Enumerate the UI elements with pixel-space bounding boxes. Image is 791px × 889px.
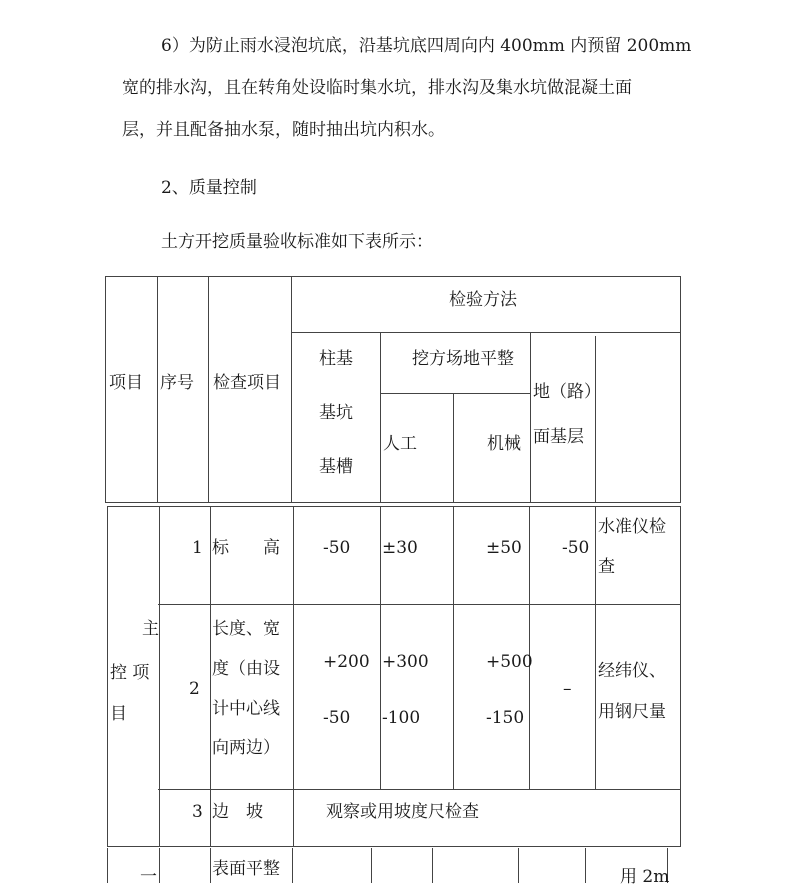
row2-machine: -150 [486, 708, 525, 728]
paragraph-line-1: 6）为防止雨水浸泡坑底，沿基坑底四周向内 400mm 内预留 200mm [161, 36, 692, 56]
row3-seq: 3 [192, 802, 203, 822]
header-pit-line: 柱基 [319, 349, 353, 369]
row2-machine: +500 [486, 652, 533, 672]
table-rule [158, 604, 681, 605]
table-rule [380, 332, 381, 503]
row2-manual: +300 [382, 652, 429, 672]
table-rule [158, 789, 681, 790]
row1-road: -50 [562, 538, 590, 558]
header-pit-line: 基坑 [319, 403, 353, 423]
table-rule [371, 848, 372, 883]
header-manual: 人工 [383, 434, 417, 454]
header-road-line: 面基层 [533, 427, 584, 447]
row1-method: 水准仪检 [598, 517, 666, 537]
row2-method: 经纬仪、 [598, 661, 666, 681]
table-rule [518, 848, 519, 883]
table-rule [680, 276, 681, 503]
table-rule [595, 506, 596, 789]
section-heading: 2、质量控制 [161, 178, 257, 198]
header-seq: 序号 [160, 373, 194, 393]
table-rule [530, 332, 531, 503]
table-rule [210, 506, 211, 846]
table-rule [208, 276, 209, 503]
header-site-group: 挖方场地平整 [412, 349, 514, 369]
header-pit-line: 基槽 [319, 457, 353, 477]
table-rule [107, 848, 108, 883]
table-rule [105, 276, 106, 503]
table-rule [292, 848, 293, 883]
main-control-label: 控 项 [110, 663, 150, 683]
table-rule [157, 276, 158, 503]
partial-row-method: 用 2m [620, 867, 670, 887]
row1-seq: 1 [192, 538, 203, 558]
row1-check-item: 标 高 [212, 538, 280, 558]
table-rule [105, 276, 681, 277]
row1-method: 查 [598, 557, 615, 577]
row3-method: 观察或用坡度尺检查 [326, 802, 479, 822]
main-control-label: 主 [142, 619, 159, 639]
table-rule [529, 506, 530, 789]
table-rule [107, 846, 681, 847]
row2-method: 用钢尺量 [598, 702, 666, 722]
row2-check-item-line: 长度、宽 [212, 619, 280, 639]
row2-road: – [563, 679, 572, 699]
row2-check-item-line: 向两边） [212, 738, 280, 758]
row1-manual: ±30 [382, 538, 418, 558]
header-check-item: 检查项目 [213, 373, 281, 393]
table-rule [210, 848, 211, 883]
row3-check-item: 边 坡 [212, 802, 263, 822]
table-rule [680, 506, 681, 846]
row2-check-item-line: 计中心线 [212, 699, 280, 719]
row2-check-item-line: 度（由设 [212, 659, 280, 679]
table-intro: 土方开挖质量验收标准如下表所示： [161, 232, 433, 252]
table-rule [585, 848, 586, 883]
row2-pit: -50 [323, 708, 351, 728]
table-rule [293, 506, 294, 846]
row2-seq: 2 [189, 679, 200, 699]
main-control-label: 目 [110, 704, 127, 724]
paragraph-line-2: 宽的排水沟，且在转角处设临时集水坑，排水沟及集水坑做混凝土面 [122, 78, 632, 98]
row2-pit: +200 [323, 652, 370, 672]
table-rule [380, 393, 530, 394]
header-machine: 机械 [487, 434, 521, 454]
row2-manual: -100 [382, 708, 421, 728]
header-item: 项目 [109, 373, 143, 393]
table-rule [107, 506, 108, 846]
table-rule [432, 848, 433, 883]
header-road-line: 地（路） [533, 382, 601, 402]
row1-pit: -50 [323, 538, 351, 558]
table-rule [291, 332, 681, 333]
partial-row-item: 一 [140, 867, 157, 887]
table-rule [159, 506, 160, 846]
table-rule [380, 506, 381, 789]
header-method-group: 检验方法 [449, 290, 517, 310]
partial-row-check-item: 表面平整 [212, 859, 280, 879]
table-rule [159, 848, 160, 883]
table-rule [453, 506, 454, 789]
table-rule [453, 393, 454, 503]
row1-machine: ±50 [486, 538, 522, 558]
paragraph-line-3: 层，并且配备抽水泵，随时抽出坑内积水。 [122, 120, 445, 140]
table-rule [291, 276, 292, 503]
table-rule [595, 336, 596, 503]
